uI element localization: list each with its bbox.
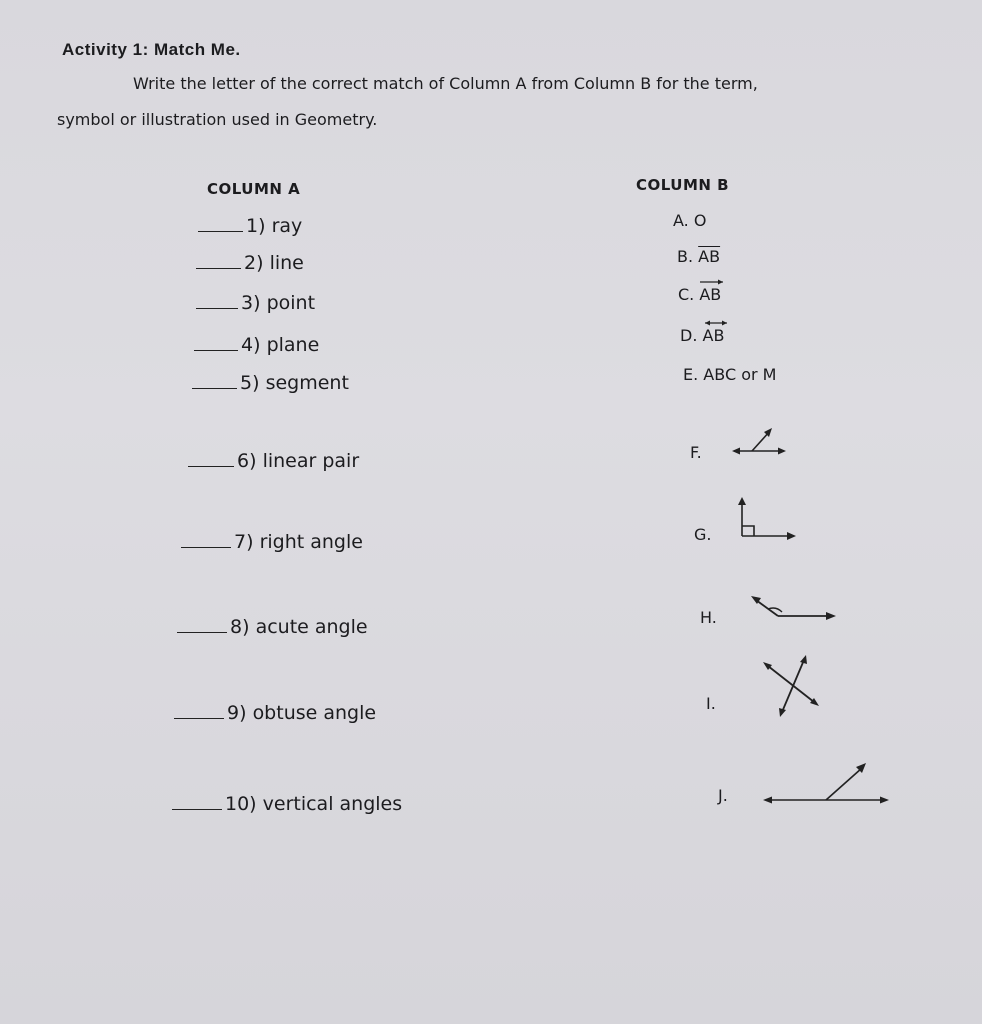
choice-j-label: J.: [718, 786, 728, 805]
column-a-item-9: 9) obtuse angle: [174, 700, 376, 724]
activity-title: Activity 1: Match Me.: [62, 40, 241, 59]
answer-blank-8[interactable]: [177, 614, 227, 633]
line-notation: AB: [703, 326, 725, 345]
choice-i-label: I.: [706, 694, 716, 713]
answer-blank-9[interactable]: [174, 700, 224, 719]
choice-b: B. $\overline{AB}$: [677, 247, 721, 266]
choice-a: A. O: [673, 211, 707, 230]
line-arrow-icon: [703, 319, 729, 327]
choice-f-label: F.: [690, 443, 702, 462]
answer-blank-7[interactable]: [181, 529, 231, 548]
vertical-angles-icon: [758, 654, 824, 720]
answer-blank-2[interactable]: [196, 250, 241, 269]
choice-h-label: H.: [700, 608, 717, 627]
column-a-item-4: 4) plane: [194, 332, 319, 356]
column-a-heading: COLUMN A: [207, 180, 301, 198]
answer-blank-6[interactable]: [188, 448, 234, 467]
segment-notation: $\overline{AB}$: [698, 247, 721, 266]
linear-pair-icon: [730, 425, 790, 457]
answer-blank-3[interactable]: [196, 290, 238, 309]
ray-notation: AB: [699, 285, 721, 304]
answer-blank-10[interactable]: [172, 791, 222, 810]
answer-blank-4[interactable]: [194, 332, 238, 351]
column-a-item-1: 1) ray: [198, 213, 302, 237]
right-angle-icon: [730, 494, 800, 544]
answer-blank-1[interactable]: [198, 213, 243, 232]
column-a-item-8: 8) acute angle: [177, 614, 368, 638]
column-a-item-3: 3) point: [196, 290, 315, 314]
column-a-item-10: 10) vertical angles: [172, 791, 402, 815]
choice-c: C. AB: [678, 285, 721, 304]
choice-d: D. AB: [680, 326, 724, 345]
instructions-line-2: symbol or illustration used in Geometry.: [57, 110, 378, 129]
acute-angle-icon: [748, 592, 840, 626]
column-b-heading: COLUMN B: [636, 176, 730, 194]
column-a-item-6: 6) linear pair: [188, 448, 359, 472]
ray-arrow-icon: [699, 278, 725, 286]
choice-e: E. ABC or M: [683, 365, 777, 384]
column-a-item-5: 5) segment: [192, 370, 349, 394]
answer-blank-5[interactable]: [192, 370, 237, 389]
choice-g-label: G.: [694, 525, 712, 544]
obtuse-angle-icon: [760, 760, 892, 810]
column-a-item-7: 7) right angle: [181, 529, 363, 553]
column-a-item-2: 2) line: [196, 250, 304, 274]
instructions-line-1: Write the letter of the correct match of Column A from Column B for the term,: [133, 74, 758, 93]
